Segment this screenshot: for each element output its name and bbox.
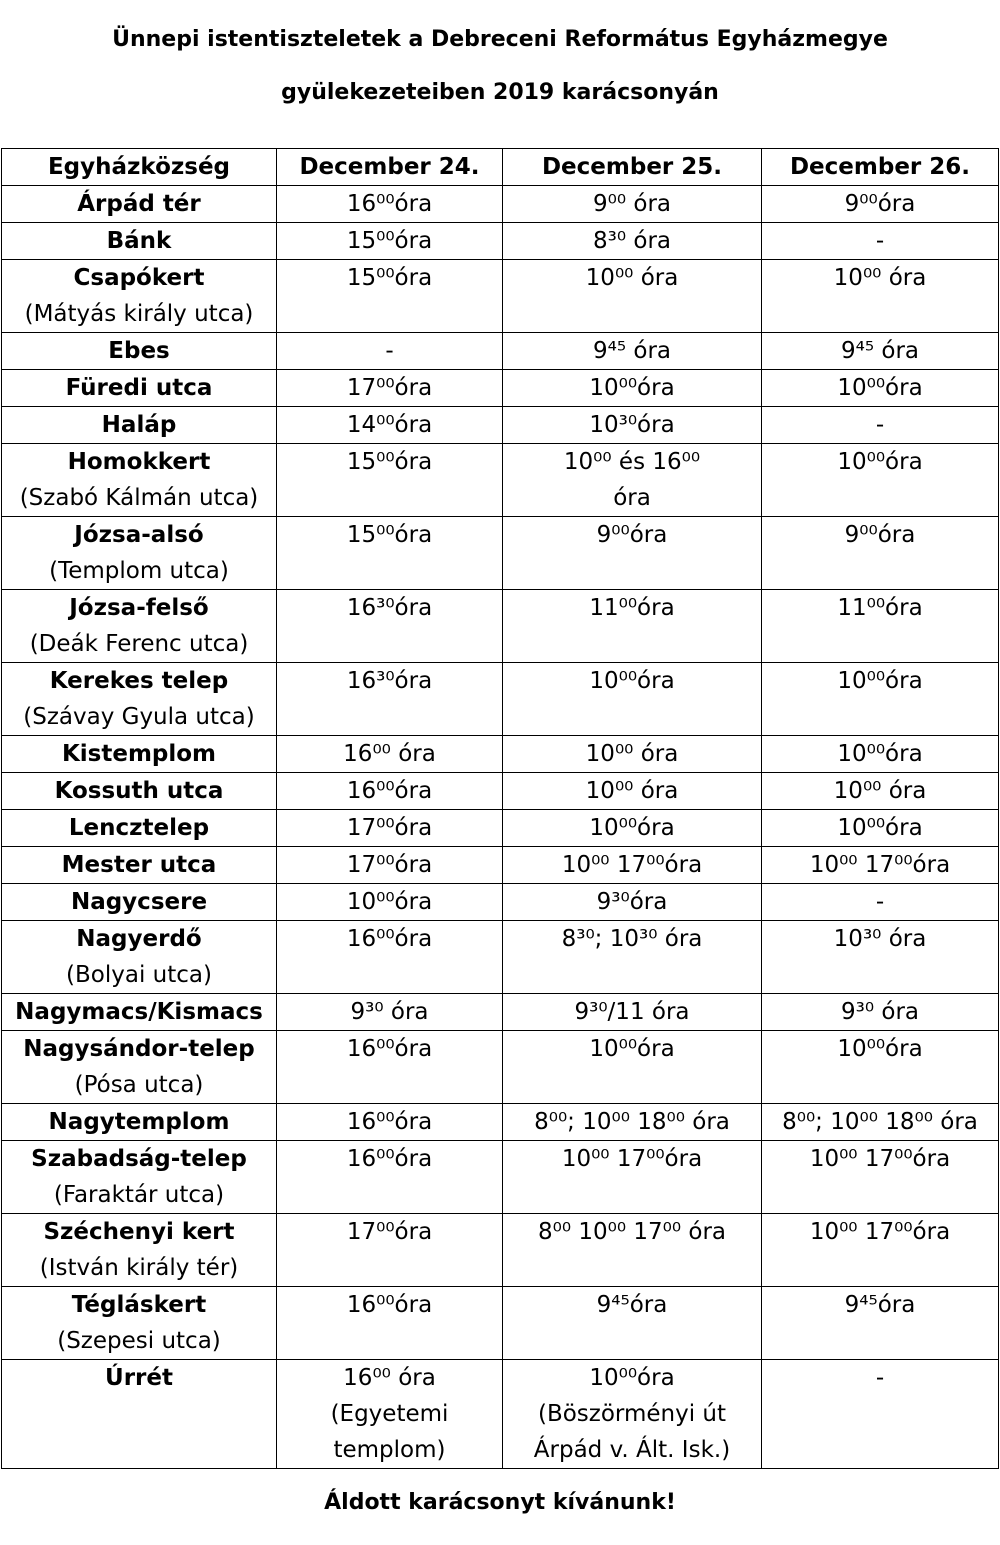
service-time-text: 10³⁰ óra <box>833 926 927 952</box>
congregation-cell <box>2 1031 277 1104</box>
service-time-d25 <box>503 810 762 847</box>
table-row <box>2 517 999 590</box>
table-row <box>2 370 999 407</box>
service-schedule-table <box>1 148 999 1469</box>
service-time-text: 10⁰⁰óra <box>837 668 923 694</box>
service-time-d24 <box>277 1360 503 1469</box>
service-time-d24 <box>277 186 503 223</box>
service-time-d25 <box>503 1141 762 1214</box>
congregation-name: Tégláskert <box>71 1292 207 1318</box>
congregation-name: Homokkert <box>67 449 211 475</box>
service-time-text: 10⁰⁰ és 16⁰⁰ <box>563 449 701 475</box>
congregation-name: Árpád tér <box>77 191 201 217</box>
service-time-text: 10⁰⁰ 17⁰⁰óra <box>561 852 703 878</box>
service-time-text: 16³⁰óra <box>346 595 433 621</box>
congregation-address: (Templom utca) <box>49 558 229 584</box>
service-time-d26 <box>762 921 999 994</box>
service-time-d26 <box>762 407 999 444</box>
congregation-name: Bánk <box>106 228 172 254</box>
service-time-text: 10⁰⁰óra <box>589 1365 675 1391</box>
service-time-d26 <box>762 994 999 1031</box>
congregation-name: Mester utca <box>61 852 217 878</box>
service-time-d25 <box>503 407 762 444</box>
service-time-d24 <box>277 663 503 736</box>
congregation-name: Nagytemplom <box>48 1109 230 1135</box>
header-december-26: December 26. <box>762 149 999 186</box>
header-december-24: December 24. <box>277 149 503 186</box>
congregation-address: (Deák Ferenc utca) <box>29 631 249 657</box>
congregation-name: Nagyerdő <box>76 926 202 952</box>
service-time-d24 <box>277 370 503 407</box>
congregation-cell <box>2 921 277 994</box>
service-time-d24 <box>277 921 503 994</box>
service-time-text: 10⁰⁰ óra <box>585 778 679 804</box>
congregation-cell <box>2 333 277 370</box>
congregation-cell <box>2 260 277 333</box>
table-row <box>2 1287 999 1360</box>
service-time-d26 <box>762 773 999 810</box>
congregation-cell <box>2 407 277 444</box>
service-time-d25 <box>503 1287 762 1360</box>
service-time-d24 <box>277 1104 503 1141</box>
service-time-d24 <box>277 1214 503 1287</box>
congregation-name: Haláp <box>101 412 177 438</box>
service-time-text: 10⁰⁰ óra <box>833 778 927 804</box>
service-time-d26 <box>762 1214 999 1287</box>
service-time-text: 9³⁰óra <box>596 889 668 915</box>
congregation-cell <box>2 590 277 663</box>
congregation-name: Ebes <box>108 338 170 364</box>
service-time-text: 10⁰⁰óra <box>837 1036 923 1062</box>
service-time-text: 17⁰⁰óra <box>346 852 433 878</box>
service-time-d26 <box>762 517 999 590</box>
table-row <box>2 994 999 1031</box>
service-time-text: 10⁰⁰óra <box>837 375 923 401</box>
service-time-text: 10⁰⁰ óra <box>585 265 679 291</box>
service-time-d24 <box>277 407 503 444</box>
service-time-text: 10⁰⁰óra <box>589 815 675 841</box>
table-row <box>2 810 999 847</box>
service-time-text: 9⁴⁵ óra <box>840 338 919 364</box>
service-time-text: 16⁰⁰óra <box>346 1292 433 1318</box>
service-time-text: óra <box>613 485 651 511</box>
service-time-text: 16⁰⁰óra <box>346 1146 433 1172</box>
service-time-text: 15⁰⁰óra <box>346 522 433 548</box>
document-title-line-1: Ünnepi istentiszteletek a Debreceni Református Egyházmegye <box>112 27 888 52</box>
congregation-name: Józsa-felső <box>69 595 209 621</box>
service-time-text: 9³⁰/11 óra <box>574 999 690 1025</box>
table-row <box>2 333 999 370</box>
service-time-d25 <box>503 994 762 1031</box>
congregation-name: Úrrét <box>105 1365 173 1391</box>
congregation-name: Szabadság-telep <box>31 1146 247 1172</box>
service-time-text: 17⁰⁰óra <box>346 815 433 841</box>
congregation-cell <box>2 1141 277 1214</box>
congregation-cell <box>2 1104 277 1141</box>
service-time-d25 <box>503 186 762 223</box>
congregation-name: Széchenyi kert <box>43 1219 235 1245</box>
service-time-text: - <box>875 412 885 438</box>
service-time-text: 8³⁰ óra <box>592 228 671 254</box>
table-row <box>2 1141 999 1214</box>
service-time-text: 16⁰⁰óra <box>346 1109 433 1135</box>
service-time-d25 <box>503 260 762 333</box>
service-time-text: 16⁰⁰óra <box>346 926 433 952</box>
service-time-d24 <box>277 223 503 260</box>
service-time-d26 <box>762 223 999 260</box>
congregation-address: (Faraktár utca) <box>53 1182 225 1208</box>
service-time-text: 10⁰⁰ óra <box>585 741 679 767</box>
service-time-d25 <box>503 847 762 884</box>
service-time-d26 <box>762 370 999 407</box>
service-time-text: 11⁰⁰óra <box>837 595 923 621</box>
congregation-address: (István király tér) <box>39 1255 239 1281</box>
service-time-text: Árpád v. Ált. Isk.) <box>533 1437 731 1463</box>
service-time-d24 <box>277 810 503 847</box>
service-time-text: 9³⁰ óra <box>840 999 919 1025</box>
service-time-d26 <box>762 1104 999 1141</box>
header-congregation: Egyházközség <box>2 149 277 186</box>
service-time-text: 9⁰⁰ óra <box>592 191 671 217</box>
congregation-cell <box>2 1214 277 1287</box>
service-time-text: 10⁰⁰óra <box>346 889 433 915</box>
service-time-d26 <box>762 1287 999 1360</box>
service-time-text: 10⁰⁰ 17⁰⁰óra <box>809 852 951 878</box>
congregation-cell <box>2 884 277 921</box>
table-header-row <box>2 149 999 186</box>
service-time-d24 <box>277 994 503 1031</box>
service-time-d25 <box>503 1031 762 1104</box>
congregation-name: Józsa-alsó <box>74 522 204 548</box>
service-time-text: 10⁰⁰óra <box>837 449 923 475</box>
service-time-text: 10⁰⁰óra <box>589 1036 675 1062</box>
congregation-cell <box>2 186 277 223</box>
service-time-d26 <box>762 1141 999 1214</box>
service-time-d25 <box>503 370 762 407</box>
congregation-name: Nagysándor-telep <box>23 1036 255 1062</box>
congregation-name: Nagycsere <box>70 889 208 915</box>
service-time-d25 <box>503 333 762 370</box>
congregation-cell <box>2 1287 277 1360</box>
service-time-text: 8³⁰; 10³⁰ óra <box>561 926 703 952</box>
service-time-d26 <box>762 590 999 663</box>
service-time-text: templom) <box>333 1437 446 1463</box>
service-time-d26 <box>762 260 999 333</box>
table-row <box>2 590 999 663</box>
service-time-text: (Egyetemi <box>330 1401 449 1427</box>
service-time-d24 <box>277 590 503 663</box>
document-title-line-2: gyülekezeteiben 2019 karácsonyán <box>281 80 719 105</box>
service-time-text: 15⁰⁰óra <box>346 449 433 475</box>
congregation-cell <box>2 223 277 260</box>
service-time-d25 <box>503 921 762 994</box>
service-time-text: 10³⁰óra <box>589 412 675 438</box>
service-time-d25 <box>503 1360 762 1469</box>
service-time-text: 17⁰⁰óra <box>346 1219 433 1245</box>
service-time-d25 <box>503 517 762 590</box>
service-time-d25 <box>503 736 762 773</box>
service-time-d25 <box>503 663 762 736</box>
service-time-d25 <box>503 773 762 810</box>
congregation-name: Csapókert <box>73 265 205 291</box>
service-time-d25 <box>503 444 762 517</box>
service-time-text: 10⁰⁰óra <box>837 815 923 841</box>
service-time-text: 9⁴⁵óra <box>596 1292 668 1318</box>
service-time-text: 14⁰⁰óra <box>346 412 433 438</box>
service-time-text: 10⁰⁰ 17⁰⁰óra <box>809 1219 951 1245</box>
congregation-address: (Pósa utca) <box>74 1072 204 1098</box>
service-time-d26 <box>762 810 999 847</box>
service-time-d24 <box>277 1287 503 1360</box>
service-time-d24 <box>277 847 503 884</box>
service-time-d24 <box>277 773 503 810</box>
service-time-text: 10⁰⁰óra <box>589 668 675 694</box>
service-time-text: - <box>875 1365 885 1391</box>
congregation-cell <box>2 773 277 810</box>
congregation-address: (Mátyás király utca) <box>24 301 254 327</box>
header-december-25: December 25. <box>503 149 762 186</box>
service-time-text: 16³⁰óra <box>346 668 433 694</box>
service-time-text: 10⁰⁰óra <box>837 741 923 767</box>
service-time-text: 17⁰⁰óra <box>346 375 433 401</box>
congregation-cell <box>2 517 277 590</box>
service-time-d26 <box>762 884 999 921</box>
service-time-d24 <box>277 1031 503 1104</box>
service-time-text: 10⁰⁰ 17⁰⁰óra <box>561 1146 703 1172</box>
service-time-text: 8⁰⁰; 10⁰⁰ 18⁰⁰ óra <box>782 1109 978 1135</box>
congregation-cell <box>2 736 277 773</box>
service-time-text: 8⁰⁰ 10⁰⁰ 17⁰⁰ óra <box>537 1219 727 1245</box>
table-row <box>2 1360 999 1469</box>
table-row <box>2 847 999 884</box>
table-row <box>2 260 999 333</box>
service-time-d24 <box>277 333 503 370</box>
service-time-d26 <box>762 333 999 370</box>
table-row <box>2 884 999 921</box>
congregation-name: Kerekes telep <box>49 668 229 694</box>
service-time-d26 <box>762 663 999 736</box>
service-time-text: 9⁰⁰óra <box>844 191 916 217</box>
service-time-d25 <box>503 223 762 260</box>
congregation-name: Kossuth utca <box>54 778 224 804</box>
service-time-d26 <box>762 186 999 223</box>
service-time-text: - <box>385 338 394 364</box>
table-row <box>2 223 999 260</box>
congregation-address: (Szávay Gyula utca) <box>23 704 255 730</box>
congregation-address: (Bolyai utca) <box>66 962 212 988</box>
service-time-text: 15⁰⁰óra <box>346 265 433 291</box>
service-time-text: 9⁴⁵ óra <box>592 338 671 364</box>
congregation-cell <box>2 370 277 407</box>
service-time-text: - <box>875 889 885 915</box>
table-row <box>2 1104 999 1141</box>
service-time-text: (Böszörményi út <box>537 1401 727 1427</box>
service-time-d25 <box>503 1104 762 1141</box>
service-time-text: 16⁰⁰ óra <box>343 1365 436 1391</box>
service-time-text: 10⁰⁰ óra <box>833 265 927 291</box>
congregation-address: (Szabó Kálmán utca) <box>19 485 259 511</box>
service-time-d24 <box>277 736 503 773</box>
service-time-d26 <box>762 736 999 773</box>
congregation-cell <box>2 1360 277 1469</box>
congregation-cell <box>2 847 277 884</box>
service-time-d24 <box>277 517 503 590</box>
service-time-d25 <box>503 884 762 921</box>
service-time-text: 10⁰⁰óra <box>589 375 675 401</box>
service-time-d25 <box>503 1214 762 1287</box>
congregation-name: Kistemplom <box>61 741 217 767</box>
table-row <box>2 186 999 223</box>
congregation-address: (Szepesi utca) <box>57 1328 221 1354</box>
service-time-d24 <box>277 884 503 921</box>
congregation-cell <box>2 994 277 1031</box>
service-time-text: 16⁰⁰óra <box>346 1036 433 1062</box>
table-row <box>2 736 999 773</box>
service-time-text: 9⁰⁰óra <box>596 522 668 548</box>
service-time-d26 <box>762 847 999 884</box>
congregation-name: Füredi utca <box>65 375 213 401</box>
congregation-name: Lencztelep <box>68 815 210 841</box>
table-row <box>2 1214 999 1287</box>
congregation-name: Nagymacs/Kismacs <box>15 999 263 1025</box>
table-row <box>2 773 999 810</box>
table-row <box>2 407 999 444</box>
service-time-text: - <box>875 228 885 254</box>
congregation-cell <box>2 663 277 736</box>
service-time-text: 15⁰⁰óra <box>346 228 433 254</box>
service-time-text: 8⁰⁰; 10⁰⁰ 18⁰⁰ óra <box>534 1109 730 1135</box>
service-time-d25 <box>503 590 762 663</box>
service-time-text: 9³⁰ óra <box>350 999 429 1025</box>
service-time-d26 <box>762 444 999 517</box>
congregation-cell <box>2 810 277 847</box>
service-time-text: 16⁰⁰óra <box>346 778 433 804</box>
service-time-d26 <box>762 1360 999 1469</box>
service-time-d24 <box>277 1141 503 1214</box>
service-time-text: 9⁰⁰óra <box>844 522 916 548</box>
service-time-text: 16⁰⁰ óra <box>343 741 436 767</box>
service-time-d24 <box>277 260 503 333</box>
service-time-text: 16⁰⁰óra <box>346 191 433 217</box>
closing-greeting: Áldott karácsonyt kívánunk! <box>324 1490 676 1515</box>
service-time-text: 11⁰⁰óra <box>589 595 675 621</box>
table-row <box>2 444 999 517</box>
service-time-text: 10⁰⁰ 17⁰⁰óra <box>809 1146 951 1172</box>
service-time-text: 9⁴⁵óra <box>844 1292 916 1318</box>
service-time-d26 <box>762 1031 999 1104</box>
service-time-d24 <box>277 444 503 517</box>
table-row <box>2 663 999 736</box>
table-row <box>2 921 999 994</box>
congregation-cell <box>2 444 277 517</box>
table-row <box>2 1031 999 1104</box>
